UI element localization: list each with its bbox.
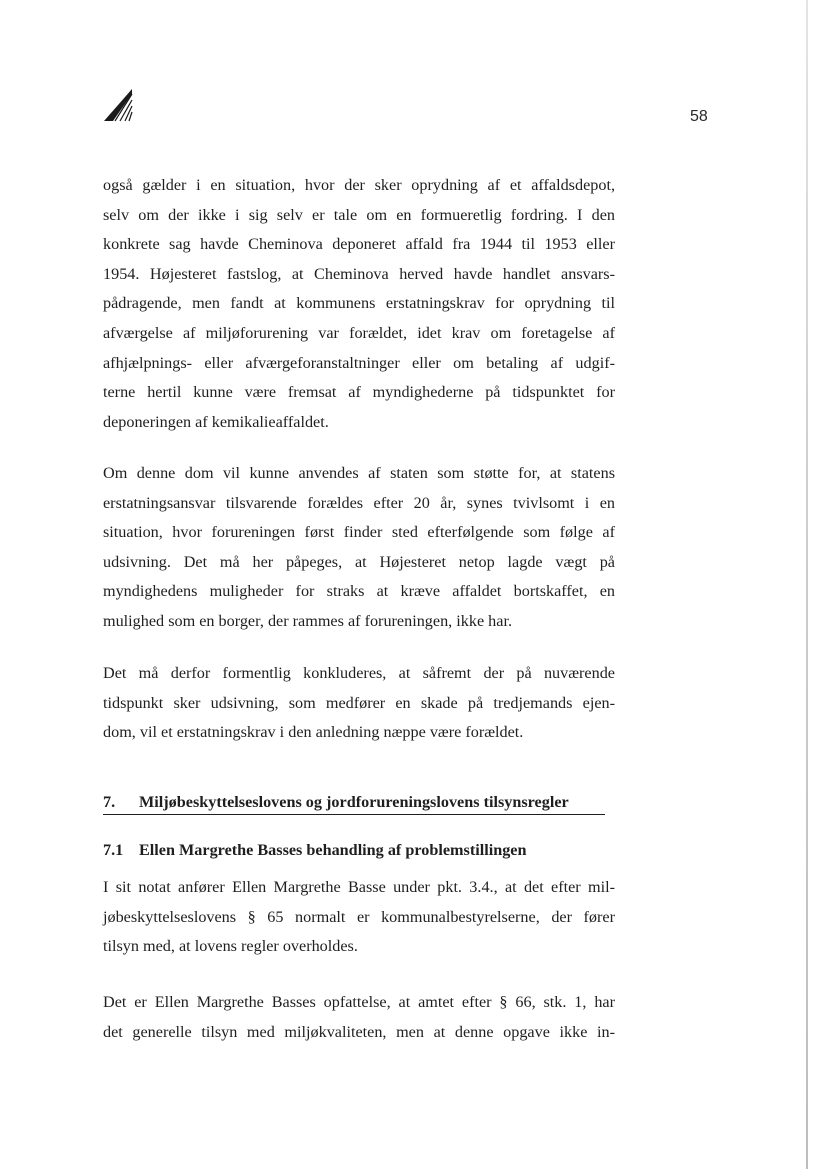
triangle-logo-icon (103, 88, 133, 122)
text-line: I sit notat anfører Ellen Margrethe Basse under pkt. 3.4., at det efter mil- (103, 878, 615, 896)
text-line: 1954. Højesteret fastslog, at Cheminova herved havde handlet ansvars- (103, 264, 615, 283)
text-line: Det er Ellen Margrethe Basses opfattelse, at amtet efter § 66, stk. 1, har (103, 993, 615, 1011)
section-number: 7. (103, 793, 116, 811)
text-line: terne hertil kunne være fremsat af myndighederne på tidspunktet for (103, 383, 615, 402)
text-line: udsivning. Det må her påpeges, at Højesteret netop lagde vægt på (103, 552, 615, 571)
text-line: Om denne dom vil kunne anvendes af staten som støtte for, at statens (103, 464, 615, 482)
text-line: pådragende, men fandt at kommunens erstatningskrav for oprydning til (103, 294, 615, 313)
section-heading (103, 790, 605, 815)
paragraph-5 (103, 988, 615, 1047)
page-edge-shadow (806, 0, 808, 1169)
text-line: dom, vil et erstatningskrav i den anledning næppe være forældet. (103, 723, 524, 742)
text-line: afhjælpnings- eller afværgeforanstaltninger eller om betaling af udgif- (103, 353, 615, 372)
text-line: selv om der ikke i sig selv er tale om en formueretlig fordring. I den (103, 205, 615, 224)
subsection-title: Ellen Margrethe Basses behandling af problemstillingen (139, 841, 527, 859)
text-line: tidspunkt sker udsivning, som medfører en skade på tredjemands ejen- (103, 693, 615, 712)
text-line: konkrete sag havde Cheminova deponeret affald fra 1944 til 1953 eller (103, 235, 615, 254)
text-line: jøbeskyttelseslovens § 65 normalt er kommunalbestyrelserne, der fører (103, 907, 615, 926)
text-line: erstatningsansvar tilsvarende forældes efter 20 år, synes tvivlsomt i en (103, 493, 615, 512)
text-line: også gælder i en situation, hvor der sker oprydning af et affaldsdepot, (103, 176, 615, 194)
subsection-heading (103, 838, 526, 862)
text-line: situation, hvor forureningen først finder sted efterfølgende som følge af (103, 523, 615, 542)
paragraph-1 (103, 171, 615, 437)
text-line: myndighedens muligheder for straks at kræve affaldet bortskaffet, en (103, 582, 615, 601)
text-line: Det må derfor formentlig konkluderes, at såfremt der på nuværende (103, 664, 615, 682)
text-line: mulighed som en borger, der rammes af forureningen, ikke har. (103, 611, 513, 630)
text-line: afværgelse af miljøforurening var forældet, idet krav om foretagelse af (103, 323, 615, 342)
paragraph-4 (103, 873, 615, 962)
paragraph-3 (103, 659, 615, 748)
paragraph-2 (103, 459, 615, 637)
page-number: 58 (690, 108, 708, 125)
text-line: tilsyn med, at lovens regler overholdes. (103, 937, 358, 956)
text-line: det generelle tilsyn med miljøkvaliteten, men at denne opgave ikke in- (103, 1022, 615, 1041)
subsection-number: 7.1 (103, 841, 124, 859)
text-line: deponeringen af kemikalieaffaldet. (103, 412, 329, 431)
section-title: Miljøbeskyttelseslovens og jordforureningslovens tilsynsregler (139, 793, 569, 811)
